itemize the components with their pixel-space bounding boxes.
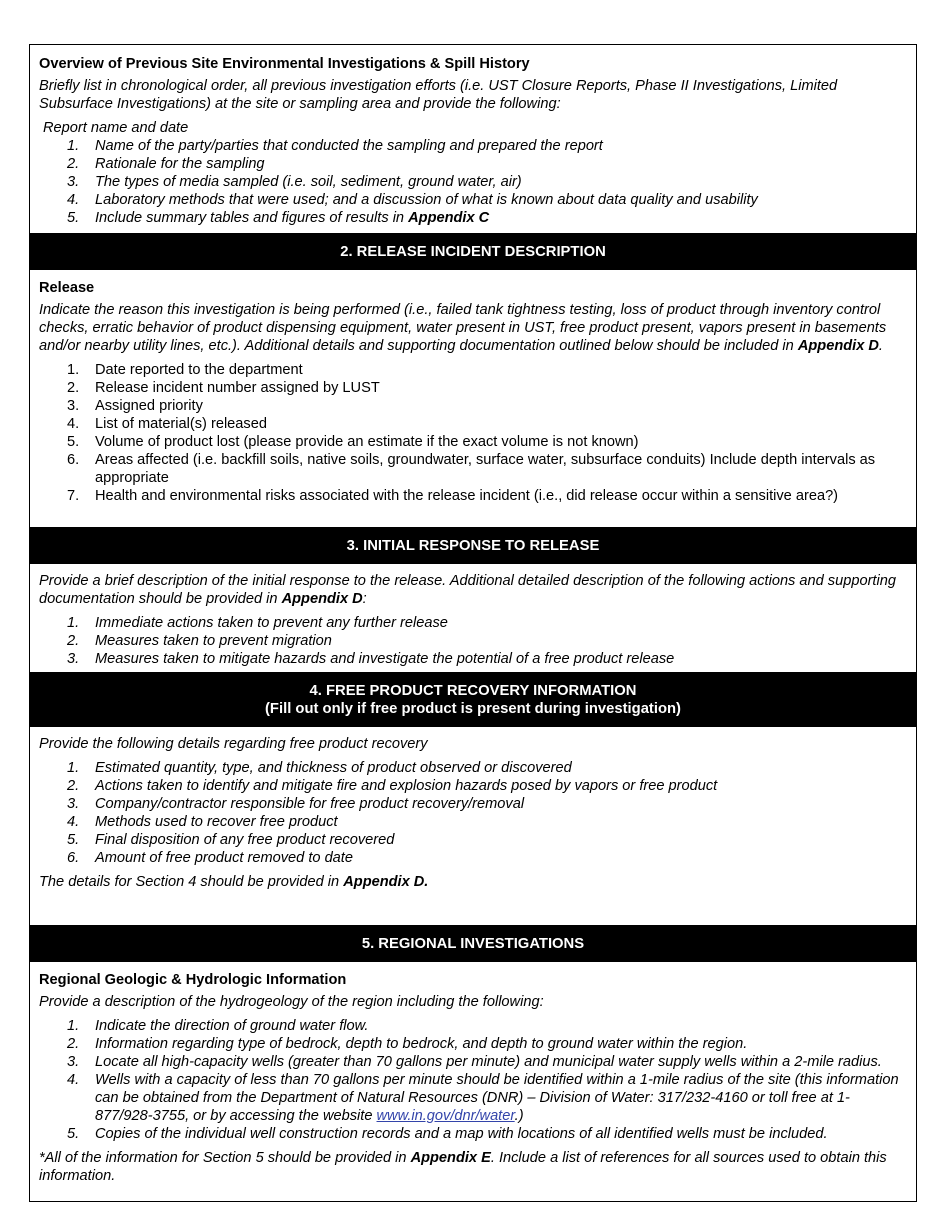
section-free-product	[30, 735, 916, 891]
release-list	[39, 361, 907, 505]
list-item: 3. The types of media sampled (i.e. soil, sediment, ground water, air)	[67, 174, 522, 190]
list-item: 1. Immediate actions taken to prevent any further release	[67, 615, 448, 631]
regional-list	[39, 1017, 907, 1143]
form-frame	[29, 44, 917, 1202]
section-header-release: 2. RELEASE INCIDENT DESCRIPTION	[30, 233, 916, 270]
list-item: 4. Laboratory methods that were used; and a discussion of what is known about data quality and usability	[67, 192, 758, 208]
list-item: 2. Release incident number assigned by LUST	[67, 380, 380, 396]
list-item: 4. Methods used to recover free product	[67, 814, 338, 830]
section-title: Overview of Previous Site Environmental Investigations & Spill History	[39, 56, 530, 72]
free-product-list	[39, 759, 907, 867]
section-intro: Provide a description of the hydrogeology of the region including the following:	[39, 994, 544, 1010]
list-item: 2. Measures taken to prevent migration	[67, 633, 332, 649]
list-item: 5. Copies of the individual well construction records and a map with locations of all identified wells must be included.	[67, 1126, 828, 1142]
overview-list	[39, 137, 907, 227]
section-note: *All of the information for Section 5 should be provided in Appendix E. Include a list of references for all sources used to obtain this information.	[39, 1150, 887, 1184]
section-overview	[30, 55, 916, 227]
list-item: 1. Name of the party/parties that conducted the sampling and prepared the report	[67, 138, 603, 154]
list-item: 1. Indicate the direction of ground water flow.	[67, 1018, 369, 1034]
list-item: 7. Health and environmental risks associated with the release incident (i.e., did release occur within a sensitive area?)	[67, 488, 839, 504]
report-line: Report name and date	[43, 120, 189, 136]
list-item: 4. Wells with a capacity of less than 70 gallons per minute should be identified within a 1-mile radius of the site (this information can be obtained from the Department of Natural Resources (DNR) – Division of Water: 317/232-4160 or toll free at 1-877/928-3755, or by accessing the website www.in.gov/dnr/water.)	[67, 1072, 899, 1124]
list-item: 1. Estimated quantity, type, and thickness of product observed or discovered	[67, 760, 572, 776]
section-subtitle: Release	[39, 280, 95, 296]
section-intro: Provide a brief description of the initial response to the release. Additional detailed description of the following actions and supporting documentation should be provided in Appendix D:	[39, 573, 896, 607]
section-intro: Briefly list in chronological order, all previous investigation efforts (i.e. UST Closure Reports, Phase II Investigations, Limited Subsurface Investigations) at the site or sampling area and provide the following:	[39, 78, 838, 112]
section-release	[30, 279, 916, 505]
section-intro: Provide the following details regarding free product recovery	[39, 736, 428, 752]
list-item: 1. Date reported to the department	[67, 362, 303, 378]
section-note: The details for Section 4 should be provided in Appendix D.	[39, 874, 429, 890]
section-regional	[30, 971, 916, 1185]
initial-response-list	[39, 614, 907, 668]
list-item: 3. Assigned priority	[67, 398, 203, 414]
list-item: 2. Actions taken to identify and mitigate fire and explosion hazards posed by vapors or free product	[67, 778, 718, 794]
list-item: 4. List of material(s) released	[67, 416, 267, 432]
dnr-water-link[interactable]: www.in.gov/dnr/water	[376, 1108, 515, 1124]
list-item: 6. Areas affected (i.e. backfill soils, native soils, groundwater, surface water, subsurface conduits) Include depth intervals as appropriate	[67, 452, 876, 486]
section-header-free-product: 4. FREE PRODUCT RECOVERY INFORMATION (Fill out only if free product is present during investigation)	[30, 672, 916, 727]
section-intro: Indicate the reason this investigation is being performed (i.e., failed tank tightness testing, loss of product through inventory control checks, erratic behavior of product dispensing equipment, water present in UST, free product present, vapors present in basements and/or nearby utility lines, etc.). Additional details and supporting documentation outlined below should be included in Appendix D.	[39, 302, 887, 354]
list-item: 5. Final disposition of any free product recovered	[67, 832, 395, 848]
section-initial-response	[30, 572, 916, 668]
list-item: 2. Information regarding type of bedrock, depth to bedrock, and depth to ground water within the region.	[67, 1036, 748, 1052]
list-item: 5. Include summary tables and figures of results in Appendix C	[67, 210, 490, 226]
list-item: 6. Amount of free product removed to date	[67, 850, 353, 866]
section-header-initial-response: 3. INITIAL RESPONSE TO RELEASE	[30, 527, 916, 564]
list-item: 3. Company/contractor responsible for free product recovery/removal	[67, 796, 525, 812]
list-item: 3. Locate all high-capacity wells (greater than 70 gallons per minute) and municipal water supply wells within a 2-mile radius.	[67, 1054, 882, 1070]
list-item: 2. Rationale for the sampling	[67, 156, 265, 172]
section-header-regional: 5. REGIONAL INVESTIGATIONS	[30, 925, 916, 962]
list-item: 3. Measures taken to mitigate hazards and investigate the potential of a free product release	[67, 651, 675, 667]
section-subtitle: Regional Geologic & Hydrologic Information	[39, 972, 347, 988]
list-item: 5. Volume of product lost (please provide an estimate if the exact volume is not known)	[67, 434, 639, 450]
